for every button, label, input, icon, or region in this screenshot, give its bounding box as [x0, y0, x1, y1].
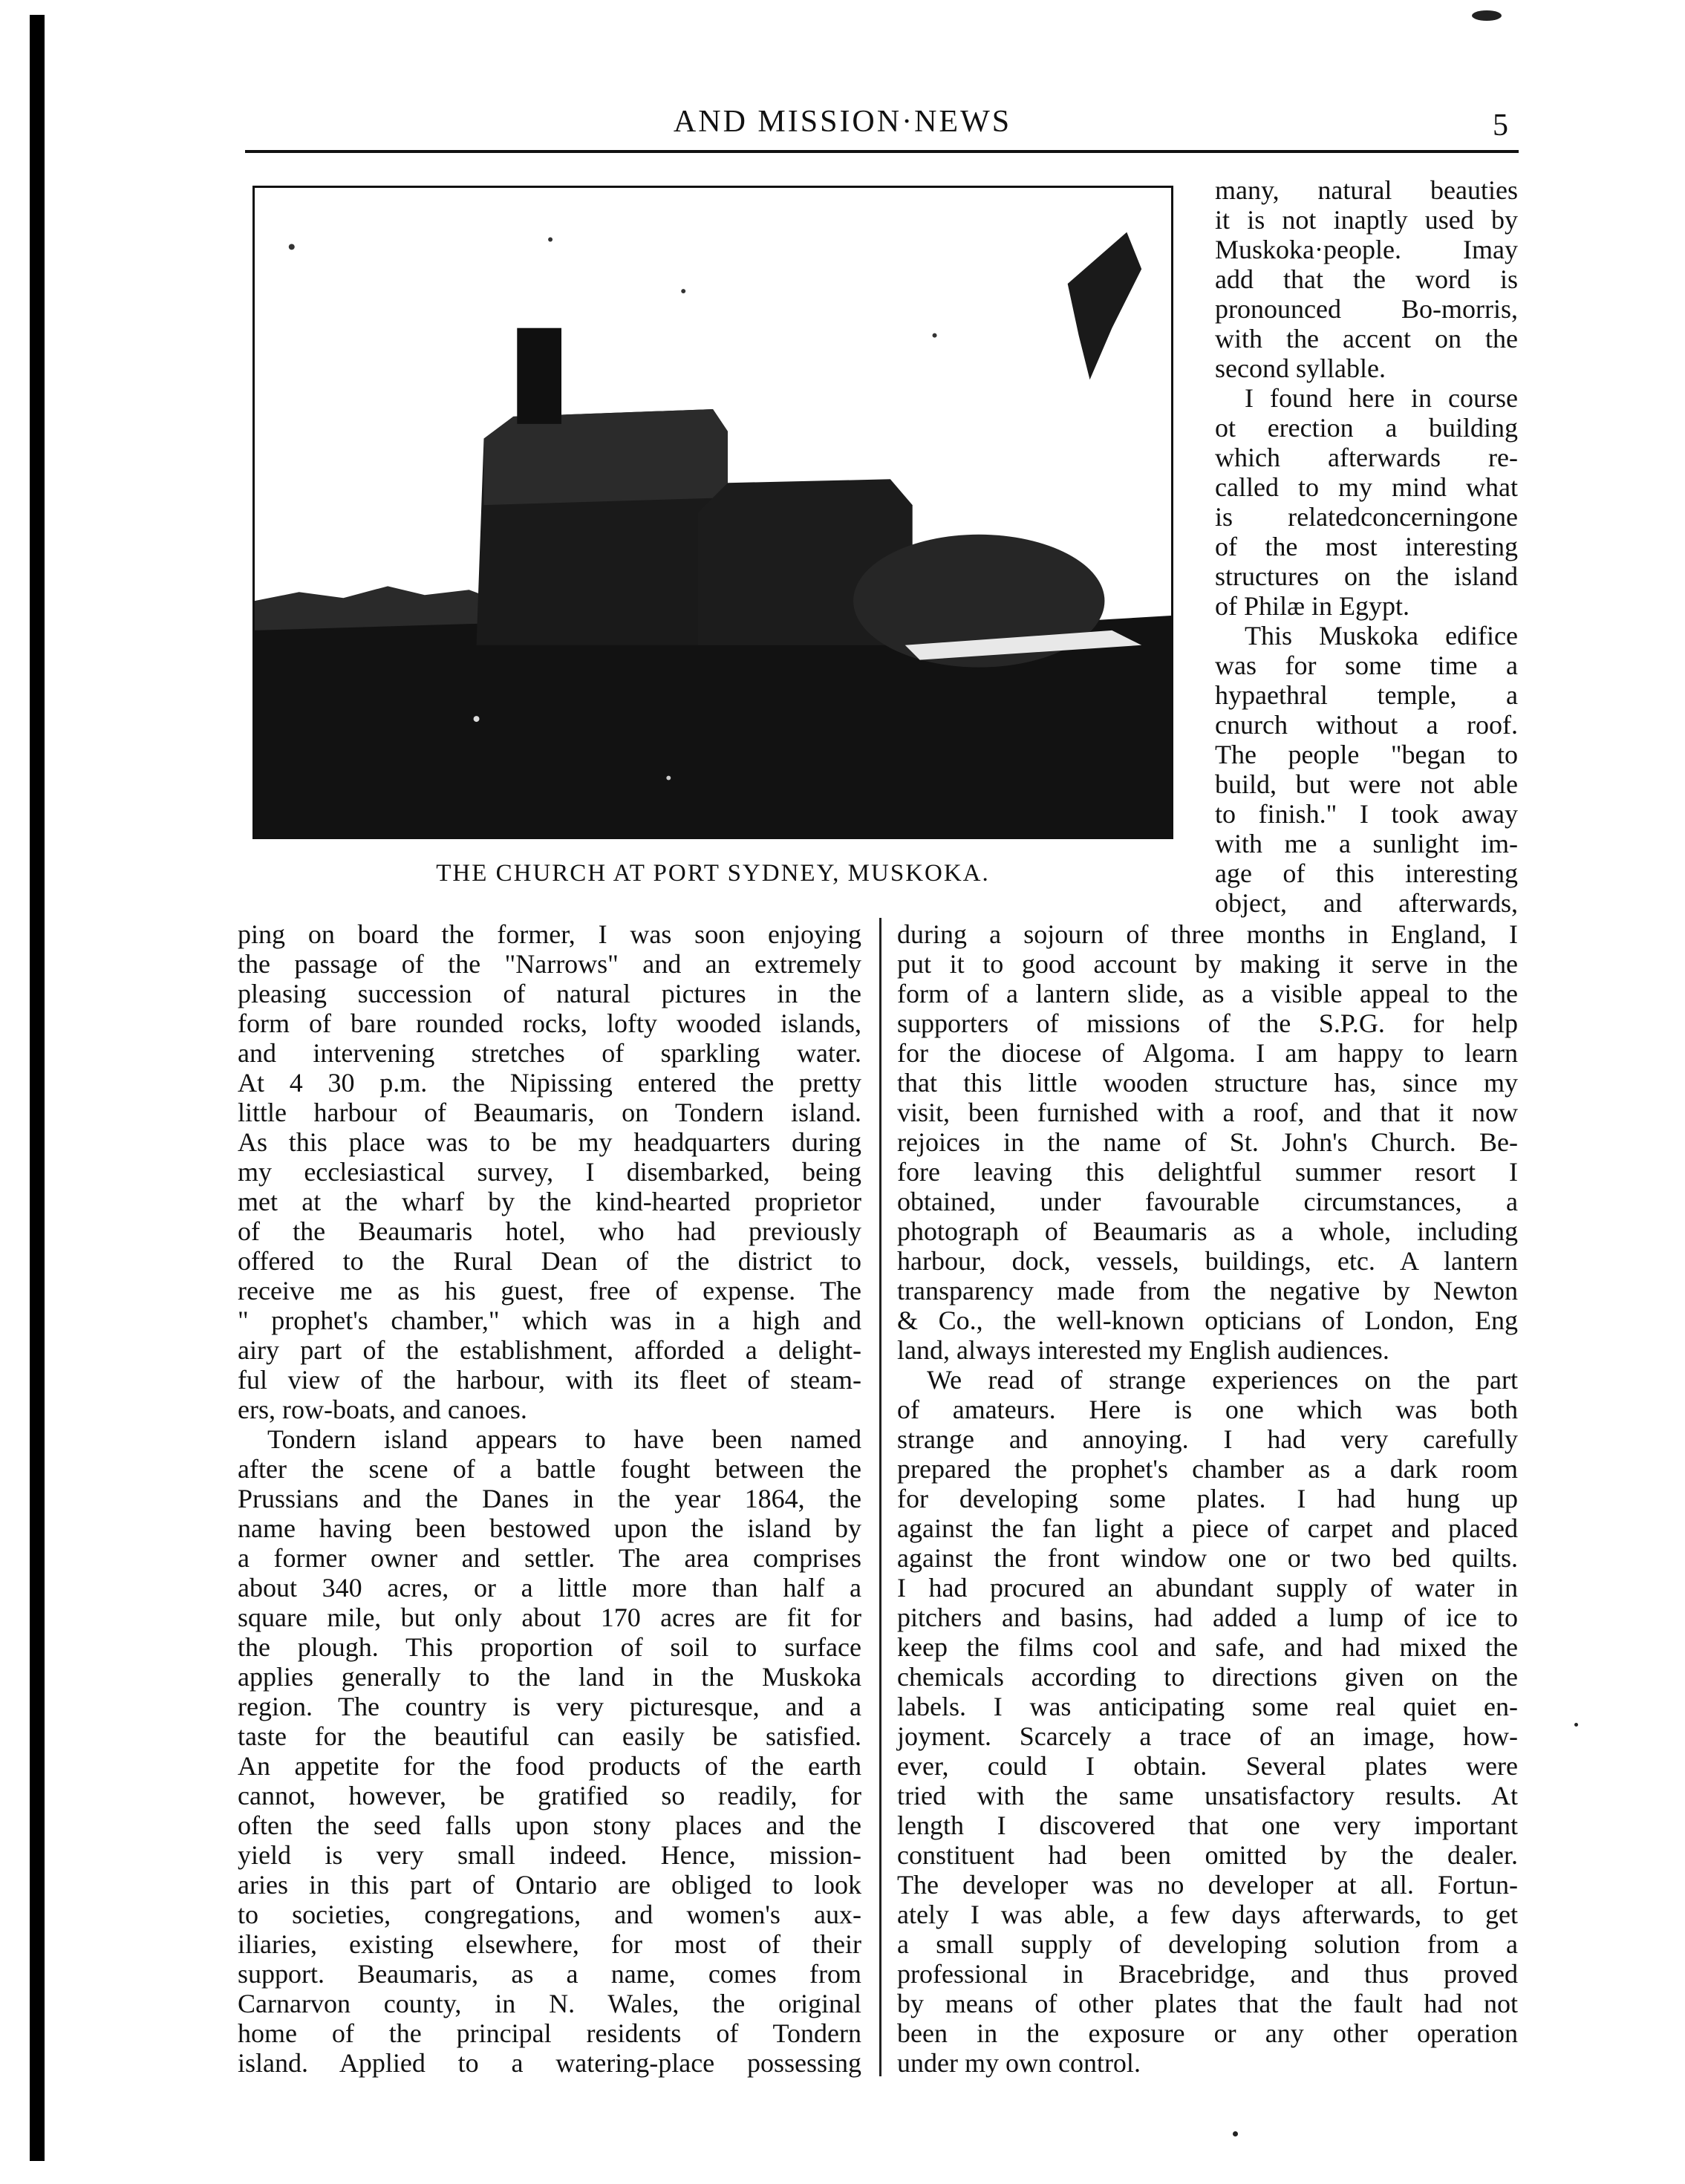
- text-line: with me a sunlight im-: [1215, 829, 1518, 858]
- text-line: been in the exposure or any other operation: [897, 2018, 1518, 2048]
- text-line: often the seed falls upon stony places and the: [238, 1810, 861, 1840]
- text-line: taste for the beautiful can easily be satisfied.: [238, 1721, 861, 1751]
- text-line: object, and afterwards,: [1215, 888, 1518, 918]
- text-line: island. Applied to a watering-place possessing: [238, 2048, 861, 2078]
- text-line: and intervening stretches of sparkling water.: [238, 1038, 861, 1068]
- text-line: add that the word is: [1215, 264, 1518, 294]
- text-line: applies generally to the land in the Muskoka: [238, 1662, 861, 1692]
- text-line: it is not inaptly used by: [1215, 205, 1518, 235]
- text-line: is relatedconcerningone: [1215, 502, 1518, 532]
- text-line: land, always interested my English audiences.: [897, 1335, 1389, 1365]
- text-line: professional in Bracebridge, and thus proved: [897, 1959, 1518, 1989]
- text-line: keep the films cool and safe, and had mixed the: [897, 1632, 1518, 1662]
- text-line: region. The country is very picturesque, and a: [238, 1692, 861, 1721]
- text-line: of the most interesting: [1215, 532, 1518, 561]
- text-line: home of the principal residents of Tondern: [238, 2018, 861, 2048]
- text-line: This Muskoka edifice: [1245, 621, 1518, 651]
- text-line: I had procured an abundant supply of water in: [897, 1573, 1518, 1603]
- text-line: " prophet's chamber," which was in a high and: [238, 1305, 861, 1335]
- text-line: during a sojourn of three months in England, I: [897, 919, 1518, 949]
- text-line: As this place was to be my headquarters during: [238, 1127, 861, 1157]
- text-line: pitchers and basins, had added a lump of ice to: [897, 1603, 1518, 1632]
- text-line: hypaethral temple, a: [1215, 680, 1518, 710]
- text-line: with the accent on the: [1215, 324, 1518, 353]
- church-photograph: [252, 186, 1173, 839]
- text-line: for the diocese of Algoma. I am happy to learn: [897, 1038, 1518, 1068]
- text-line: I found here in course: [1245, 383, 1518, 413]
- text-line: of amateurs. Here is one which was both: [897, 1395, 1518, 1424]
- text-line: to societies, congregations, and women's aux-: [238, 1900, 861, 1929]
- text-line: cnurch without a roof.: [1215, 710, 1518, 740]
- text-line: yield is very small indeed. Hence, mission-: [238, 1840, 861, 1870]
- text-line: photograph of Beaumaris as a whole, including: [897, 1216, 1518, 1246]
- text-beside-photo: [1215, 175, 1518, 918]
- text-line: ers, row-boats, and canoes.: [238, 1395, 527, 1424]
- text-line: fore leaving this delightful summer resort I: [897, 1157, 1518, 1187]
- text-line: tried with the same unsatisfactory results. At: [897, 1781, 1518, 1810]
- print-speck: [1472, 10, 1502, 21]
- text-line: to finish." I took away: [1215, 799, 1518, 829]
- text-line: form of bare rounded rocks, lofty wooded islands,: [238, 1008, 861, 1038]
- running-header-title: AND MISSION·NEWS: [673, 105, 1012, 139]
- text-line: which afterwards re-: [1215, 443, 1518, 472]
- text-line: little harbour of Beaumaris, on Tondern island.: [238, 1098, 861, 1127]
- page-edge-border: [30, 15, 45, 2161]
- text-line: prepared the prophet's chamber as a dark room: [897, 1454, 1518, 1484]
- text-line: age of this interesting: [1215, 858, 1518, 888]
- text-line: Tondern island appears to have been named: [267, 1424, 861, 1454]
- text-line: a small supply of developing solution from a: [897, 1929, 1518, 1959]
- text-line: We read of strange experiences on the part: [927, 1365, 1518, 1395]
- text-line: against the fan light a piece of carpet and placed: [897, 1513, 1518, 1543]
- text-line: transparency made from the negative by Newton: [897, 1276, 1518, 1305]
- text-line: cannot, however, be gratified so readily, for: [238, 1781, 861, 1810]
- text-line: for developing some plates. I had hung up: [897, 1484, 1518, 1513]
- text-line: structures on the island: [1215, 561, 1518, 591]
- text-line: An appetite for the food products of the earth: [238, 1751, 861, 1781]
- header-rule: [245, 150, 1519, 153]
- text-line: against the front window one or two bed quilts.: [897, 1543, 1518, 1573]
- text-line: iliaries, existing elsewhere, for most of their: [238, 1929, 861, 1959]
- text-line: chemicals according to directions given on the: [897, 1662, 1518, 1692]
- text-line: was for some time a: [1215, 651, 1518, 680]
- print-speck: [1574, 1723, 1578, 1727]
- text-line: aries in this part of Ontario are obliged to look: [238, 1870, 861, 1900]
- text-line: & Co., the well-known opticians of London, Eng: [897, 1305, 1518, 1335]
- text-line: pleasing succession of natural pictures in the: [238, 979, 861, 1008]
- text-line: labels. I was anticipating some real quiet en-: [897, 1692, 1518, 1721]
- text-line: ever, could I obtain. Several plates were: [897, 1751, 1518, 1781]
- text-line: my ecclesiastical survey, I disembarked, being: [238, 1157, 861, 1187]
- text-line: airy part of the establishment, afforded a delight-: [238, 1335, 861, 1365]
- text-line: ping on board the former, I was soon enjoying: [238, 919, 861, 949]
- text-line: called to my mind what: [1215, 472, 1518, 502]
- text-line: many, natural beauties: [1215, 175, 1518, 205]
- text-line: of the Beaumaris hotel, who had previously: [238, 1216, 861, 1246]
- text-line: Carnarvon county, in N. Wales, the original: [238, 1989, 861, 2018]
- left-column: [238, 919, 861, 2078]
- text-line: joyment. Scarcely a trace of an image, how-: [897, 1721, 1518, 1751]
- text-line: The developer was no developer at all. Fortun-: [897, 1870, 1518, 1900]
- print-speck: [1233, 2131, 1238, 2136]
- text-line: harbour, dock, vessels, buildings, etc. A lantern: [897, 1246, 1518, 1276]
- column-divider: [879, 918, 881, 2076]
- figure-caption: THE CHURCH AT PORT SYDNEY, MUSKOKA.: [436, 860, 990, 887]
- text-line: ot erection a building: [1215, 413, 1518, 443]
- text-line: pronounced Bo-morris,: [1215, 294, 1518, 324]
- text-line: strange and annoying. I had very carefully: [897, 1424, 1518, 1454]
- text-line: name having been bestowed upon the island by: [238, 1513, 861, 1543]
- text-line: about 340 acres, or a little more than half a: [238, 1573, 861, 1603]
- text-line: square mile, but only about 170 acres are fit for: [238, 1603, 861, 1632]
- text-line: ful view of the harbour, with its fleet of steam-: [238, 1365, 861, 1395]
- text-line: rejoices in the name of St. John's Church. Be-: [897, 1127, 1518, 1157]
- text-line: put it to good account by making it serve in the: [897, 949, 1518, 979]
- text-line: a former owner and settler. The area comprises: [238, 1543, 861, 1573]
- text-line: At 4 30 p.m. the Nipissing entered the pretty: [238, 1068, 861, 1098]
- church-photograph-illustration: [255, 188, 1171, 837]
- page-number: 5: [1493, 108, 1508, 143]
- text-line: supporters of missions of the S.P.G. for help: [897, 1008, 1518, 1038]
- text-line: visit, been furnished with a roof, and that it now: [897, 1098, 1518, 1127]
- text-line: under my own control.: [897, 2048, 1141, 2078]
- text-line: the plough. This proportion of soil to surface: [238, 1632, 861, 1662]
- text-line: offered to the Rural Dean of the district to: [238, 1246, 861, 1276]
- text-line: second syllable.: [1215, 353, 1386, 383]
- text-line: Prussians and the Danes in the year 1864, the: [238, 1484, 861, 1513]
- text-line: form of a lantern slide, as a visible appeal to the: [897, 979, 1518, 1008]
- text-line: after the scene of a battle fought between the: [238, 1454, 861, 1484]
- text-line: support. Beaumaris, as a name, comes from: [238, 1959, 861, 1989]
- text-line: the passage of the "Narrows" and an extremely: [238, 949, 861, 979]
- text-line: The people "began to: [1215, 740, 1518, 769]
- text-line: build, but were not able: [1215, 769, 1518, 799]
- text-line: by means of other plates that the fault had not: [897, 1989, 1518, 2018]
- text-line: receive me as his guest, free of expense. The: [238, 1276, 861, 1305]
- text-line: constituent had been omitted by the dealer.: [897, 1840, 1518, 1870]
- text-line: of Philæ in Egypt.: [1215, 591, 1410, 621]
- text-line: that this little wooden structure has, since my: [897, 1068, 1518, 1098]
- text-line: Muskoka·people. Imay: [1215, 235, 1518, 264]
- text-line: met at the wharf by the kind-hearted proprietor: [238, 1187, 861, 1216]
- text-line: ately I was able, a few days afterwards, to get: [897, 1900, 1518, 1929]
- right-column: [897, 919, 1518, 2078]
- text-line: length I discovered that one very important: [897, 1810, 1518, 1840]
- text-line: obtained, under favourable circumstances, a: [897, 1187, 1518, 1216]
